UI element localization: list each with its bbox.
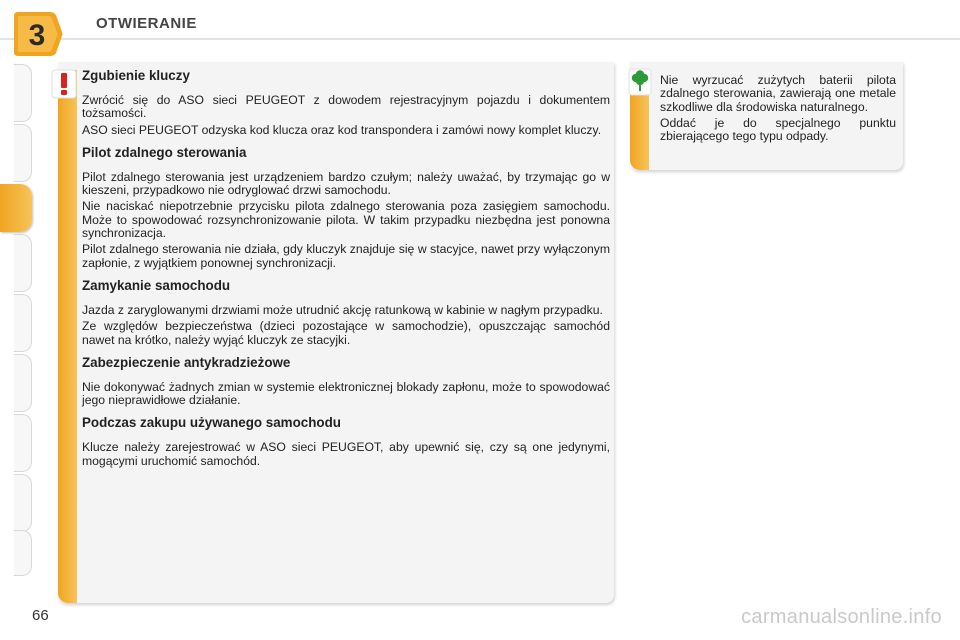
section-paragraph: Zwrócić się do ASO sieci PEUGEOT z dowodem rejestracyjnym pojazdu i dokumentem tożsamości. (82, 93, 610, 121)
eco-paragraph: Nie wyrzucać zużytych baterii pilota zdalnego sterowania, zawierają one metale szkodliwe dla środowiska naturalnego. (660, 73, 896, 114)
section-paragraph: Pilot zdalnego sterowania jest urządzeniem bardzo czułym; należy uważać, by trzymając go w kieszeni, przypadkowo nie odryglować drzwi samochodu. (82, 169, 610, 198)
panel-accent-bar (58, 70, 77, 603)
section-paragraph: Nie dokonywać żadnych zmian w systemie elektronicznej blokady zapłonu, może to spowodować jego nieprawidłowe działanie. (82, 379, 610, 408)
section-paragraph: Nie naciskać niepotrzebnie przycisku pilota zdalnego sterowania poza zasięgiem samochodu. Może to spowodować rozsynchronizowanie pilota. W takim przypadku niezbędna jest ponowna synchronizacja. (82, 199, 610, 241)
section-heading: Zamykanie samochodu (82, 277, 231, 293)
leaf-eco-icon (628, 68, 652, 96)
chapter-tab-8[interactable] (14, 474, 32, 532)
eco-content (660, 74, 896, 146)
chapter-tabs (0, 64, 40, 576)
chapter-tab-5[interactable] (14, 294, 32, 352)
eco-paragraph: Oddać je do specjalnego punktu zbierającego tego typu odpady. (660, 115, 896, 144)
chapter-tab-1[interactable] (14, 64, 32, 122)
section-paragraph: Ze względów bezpieczeństwa (dzieci pozostające w samochodzie), opuszczając samochód nawet na krótko, należy wyjąć kluczyk ze stacyjki. (82, 319, 610, 347)
warning-content (82, 68, 610, 471)
chapter-number: 3 (28, 19, 46, 52)
chapter-tab-7[interactable] (14, 414, 32, 472)
chapter-tab-9[interactable] (14, 530, 32, 576)
section-paragraph: Jazda z zaryglowanymi drzwiami może utrudnić akcję ratunkową w kabinie w nagłym przypadku. (82, 302, 603, 317)
chapter-title: OTWIERANIE (96, 15, 197, 32)
exclamation-warning-icon (51, 69, 77, 99)
section-paragraph: Klucze należy zarejestrować w ASO sieci PEUGEOT, aby upewnić się, czy są one jedynymi, mogącymi uruchomić samochód. (82, 440, 610, 468)
section-heading: Podczas zakupu używanego samochodu (82, 415, 341, 431)
chapter-tab-2[interactable] (14, 124, 32, 182)
section-heading: Pilot zdalnego sterowania (82, 144, 247, 160)
header-rule (0, 38, 960, 40)
chapter-tab-4[interactable] (14, 234, 32, 292)
section-heading: Zgubienie kluczy (82, 68, 190, 83)
section-paragraph: Pilot zdalnego sterowania nie działa, gdy kluczyk znajduje się w stacyjce, nawet przy wyłączonym zapłonie, z wyjątkiem ponownej synchronizacji. (82, 242, 610, 270)
chapter-tab-6[interactable] (14, 354, 32, 412)
chapter-badge (10, 10, 64, 58)
page-number: 66 (32, 607, 49, 624)
watermark: carmanualsonline.info (741, 606, 942, 628)
section-heading: Zabezpieczenie antykradzieżowe (82, 354, 291, 370)
section-paragraph: ASO sieci PEUGEOT odzyska kod klucza oraz kod transpondera i zamówi nowy komplet kluczy. (82, 122, 602, 137)
chapter-tab-3-active[interactable] (0, 184, 32, 232)
